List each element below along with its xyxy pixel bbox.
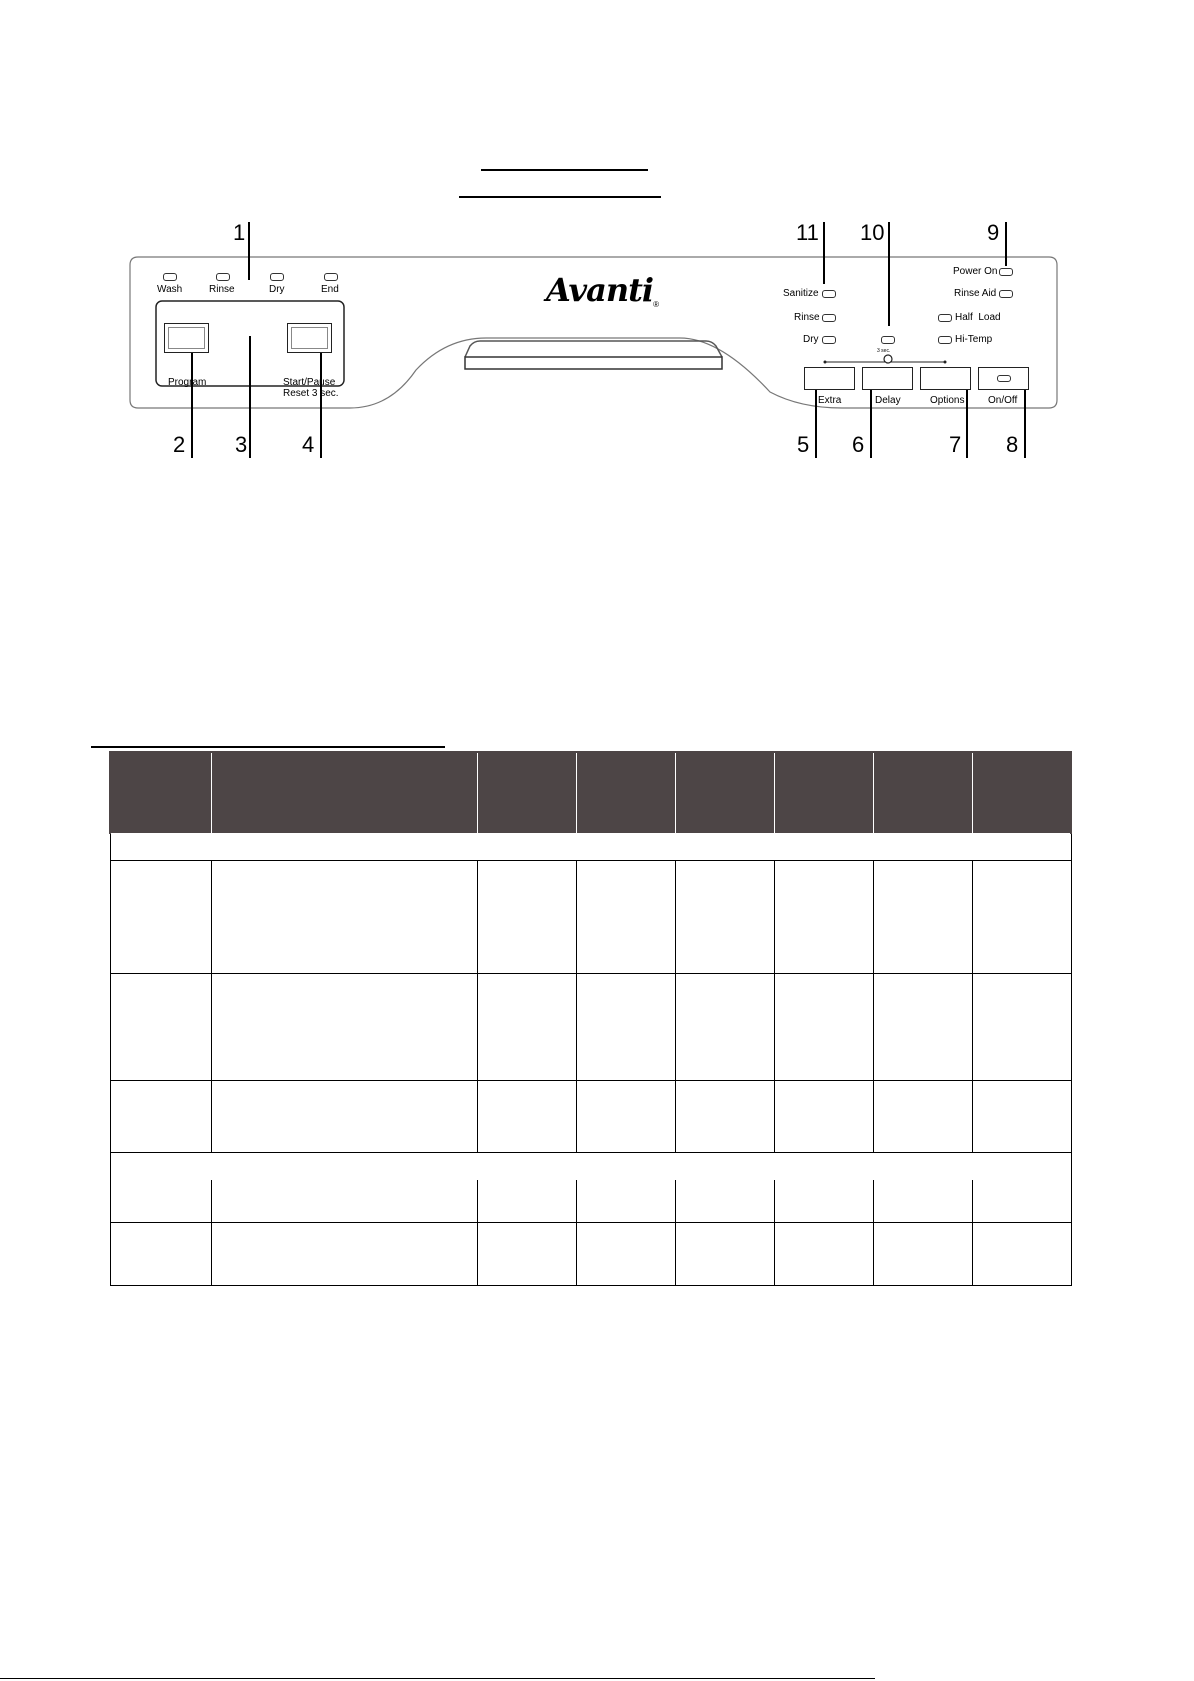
leader-1 bbox=[248, 222, 250, 280]
options-button[interactable] bbox=[920, 367, 971, 390]
callout-5: 5 bbox=[797, 432, 810, 457]
dry-led bbox=[270, 273, 284, 281]
reset-label: Reset 3 sec. bbox=[283, 388, 339, 399]
section-underline bbox=[91, 746, 445, 748]
header-cell bbox=[774, 752, 873, 834]
leader-9 bbox=[1005, 222, 1007, 266]
control-panel-diagram bbox=[0, 0, 1194, 470]
end-label: End bbox=[321, 284, 339, 295]
header-cell bbox=[110, 752, 211, 834]
leader-7 bbox=[966, 380, 968, 458]
leader-4 bbox=[320, 342, 322, 458]
callout-9: 9 bbox=[987, 220, 1000, 245]
header-cell bbox=[675, 752, 774, 834]
leader-11 bbox=[823, 222, 825, 284]
table-section-row bbox=[110, 834, 1071, 861]
program-button[interactable] bbox=[164, 323, 209, 353]
header-cell bbox=[972, 752, 1071, 834]
header-cell bbox=[576, 752, 675, 834]
end-led bbox=[324, 273, 338, 281]
start-pause-button[interactable] bbox=[287, 323, 332, 353]
power-on-label: Power On bbox=[953, 266, 998, 277]
sanitize-led bbox=[822, 290, 836, 298]
table-row bbox=[110, 1180, 1071, 1223]
table-row bbox=[110, 974, 1071, 1081]
footer-rule bbox=[0, 1678, 875, 1679]
delay-button[interactable] bbox=[862, 367, 913, 390]
wash-led bbox=[163, 273, 177, 281]
callout-3: 3 bbox=[235, 432, 248, 457]
header-cell bbox=[873, 752, 972, 834]
callout-6: 6 bbox=[852, 432, 865, 457]
leader-6 bbox=[870, 380, 872, 458]
table-section-row bbox=[110, 1153, 1071, 1180]
leader-8 bbox=[1024, 380, 1026, 458]
leader-5 bbox=[815, 380, 817, 458]
extra-button[interactable] bbox=[804, 367, 855, 390]
option-dry-label: Dry bbox=[803, 334, 819, 345]
rinse-led bbox=[216, 273, 230, 281]
callout-1: 1 bbox=[233, 220, 246, 245]
callout-4: 4 bbox=[302, 432, 315, 457]
header-cell bbox=[477, 752, 576, 834]
half-load-led bbox=[938, 314, 952, 322]
table-row bbox=[110, 861, 1071, 974]
table-row bbox=[110, 1223, 1071, 1286]
callout-7: 7 bbox=[949, 432, 962, 457]
sanitize-label: Sanitize bbox=[783, 288, 819, 299]
callout-2: 2 bbox=[173, 432, 186, 457]
leader-3 bbox=[249, 336, 251, 458]
table-header-row bbox=[110, 752, 1071, 834]
on-off-indicator bbox=[997, 375, 1011, 382]
delay-label: Delay bbox=[875, 395, 901, 406]
leader-10 bbox=[888, 222, 890, 326]
lock-label: 3 sec. bbox=[877, 348, 891, 354]
option-rinse-label: Rinse bbox=[794, 312, 820, 323]
start-pause-label: Start/Pause bbox=[283, 377, 336, 388]
leader-2 bbox=[191, 342, 193, 458]
on-off-label: On/Off bbox=[988, 395, 1018, 406]
rinse-aid-label: Rinse Aid bbox=[954, 288, 997, 299]
hi-temp-led bbox=[938, 336, 952, 344]
rinse-aid-led bbox=[999, 290, 1013, 298]
callout-8: 8 bbox=[1006, 432, 1019, 457]
option-dry-led bbox=[822, 336, 836, 344]
extra-label: Extra bbox=[818, 395, 842, 406]
program-table bbox=[109, 751, 1072, 1286]
options-label: Options bbox=[930, 395, 965, 406]
section-cell bbox=[110, 834, 1071, 861]
header-cell bbox=[211, 752, 477, 834]
dry-label: Dry bbox=[269, 284, 285, 295]
rinse-label: Rinse bbox=[209, 284, 235, 295]
table-row bbox=[110, 1081, 1071, 1153]
avanti-logo: Avanti® bbox=[546, 271, 659, 309]
callout-10: 10 bbox=[860, 220, 885, 245]
delay-led bbox=[881, 336, 895, 344]
power-on-led bbox=[999, 268, 1013, 276]
program-label: Program bbox=[168, 377, 207, 388]
callout-11: 11 bbox=[796, 220, 819, 245]
hi-temp-label: Hi-Temp bbox=[955, 334, 993, 345]
option-rinse-led bbox=[822, 314, 836, 322]
half-load-label: Half Load bbox=[955, 312, 1001, 323]
on-off-button[interactable] bbox=[978, 367, 1029, 390]
wash-label: Wash bbox=[157, 284, 183, 295]
